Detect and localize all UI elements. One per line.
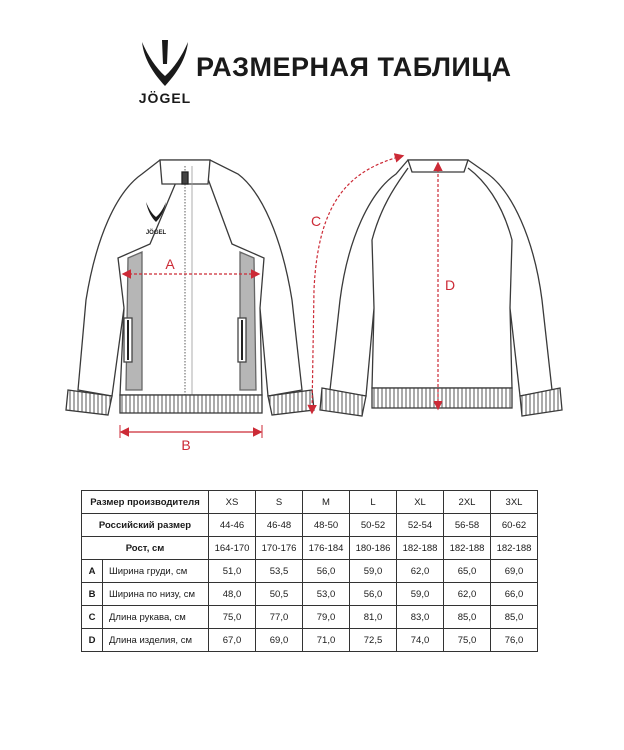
size-cell: S — [256, 491, 303, 514]
table-cell: 62,0 — [444, 583, 491, 606]
jogel-logo-icon — [136, 40, 194, 88]
table-cell: 180-186 — [350, 537, 397, 560]
table-cell: 48,0 — [209, 583, 256, 606]
table-cell: 44-46 — [209, 514, 256, 537]
table-row-c — [82, 606, 538, 629]
table-cell: 46-48 — [256, 514, 303, 537]
logo-wordmark: JÖGEL — [138, 90, 192, 106]
size-cell: XS — [209, 491, 256, 514]
table-cell: 79,0 — [303, 606, 350, 629]
table-cell: 62,0 — [397, 560, 444, 583]
table-cell: 72,5 — [350, 629, 397, 652]
table-cell: 69,0 — [256, 629, 303, 652]
table-cell: 51,0 — [209, 560, 256, 583]
jacket-measurement-diagram — [0, 140, 624, 460]
table-row-russian-size — [82, 514, 538, 537]
size-cell: 3XL — [491, 491, 538, 514]
table-cell: 56,0 — [350, 583, 397, 606]
table-cell: 164-170 — [209, 537, 256, 560]
page-title: РАЗМЕРНАЯ ТАБЛИЦА — [196, 52, 512, 82]
table-cell: 71,0 — [303, 629, 350, 652]
table-cell: 56-58 — [444, 514, 491, 537]
row-letter: B — [82, 583, 103, 606]
table-cell: 48-50 — [303, 514, 350, 537]
label-d: D — [444, 277, 456, 293]
table-cell: 75,0 — [444, 629, 491, 652]
table-row-b — [82, 583, 538, 606]
measurement-b — [120, 425, 262, 453]
row-letter: D — [82, 629, 103, 652]
row-letter: A — [82, 560, 103, 583]
table-cell: 59,0 — [350, 560, 397, 583]
label-a: A — [165, 256, 175, 272]
table-cell: 60-62 — [491, 514, 538, 537]
table-row-d — [82, 629, 538, 652]
table-cell: 83,0 — [397, 606, 444, 629]
table-cell: 85,0 — [491, 606, 538, 629]
row-param-name: Ширина по низу, см — [103, 583, 209, 606]
table-cell: 50,5 — [256, 583, 303, 606]
table-cell: 56,0 — [303, 560, 350, 583]
jacket-front-view — [66, 160, 314, 415]
row-letter: C — [82, 606, 103, 629]
table-cell: 67,0 — [209, 629, 256, 652]
table-cell: 176-184 — [303, 537, 350, 560]
row-param-name: Ширина груди, см — [103, 560, 209, 583]
table-cell: 182-188 — [444, 537, 491, 560]
table-cell: 77,0 — [256, 606, 303, 629]
table-cell: 76,0 — [491, 629, 538, 652]
row-param-name: Длина рукава, см — [103, 606, 209, 629]
page-header — [0, 40, 624, 110]
table-cell: 81,0 — [350, 606, 397, 629]
table-row-height — [82, 537, 538, 560]
table-row-manufacturer-size — [82, 491, 538, 514]
table-row-a — [82, 560, 538, 583]
table-cell: 53,0 — [303, 583, 350, 606]
table-cell: 65,0 — [444, 560, 491, 583]
size-table — [81, 490, 538, 652]
table-cell: 182-188 — [397, 537, 444, 560]
table-cell: 59,0 — [397, 583, 444, 606]
size-cell: XL — [397, 491, 444, 514]
table-cell: 53,5 — [256, 560, 303, 583]
manufacturer-size-label: Размер производителя — [82, 491, 209, 514]
size-cell: L — [350, 491, 397, 514]
table-cell: 182-188 — [491, 537, 538, 560]
row-param-name: Длина изделия, см — [103, 629, 209, 652]
table-cell: 69,0 — [491, 560, 538, 583]
size-cell: 2XL — [444, 491, 491, 514]
table-cell: 74,0 — [397, 629, 444, 652]
table-cell: 75,0 — [209, 606, 256, 629]
table-cell: 50-52 — [350, 514, 397, 537]
chest-logo-text: JÖGEL — [145, 230, 167, 236]
height-label: Рост, см — [82, 537, 209, 560]
label-b: B — [181, 437, 191, 453]
table-cell: 170-176 — [256, 537, 303, 560]
table-cell: 85,0 — [444, 606, 491, 629]
size-cell: M — [303, 491, 350, 514]
table-cell: 66,0 — [491, 583, 538, 606]
table-cell: 52-54 — [397, 514, 444, 537]
label-c: C — [310, 213, 322, 229]
russian-size-label: Российский размер — [82, 514, 209, 537]
jacket-back-view — [320, 160, 562, 416]
